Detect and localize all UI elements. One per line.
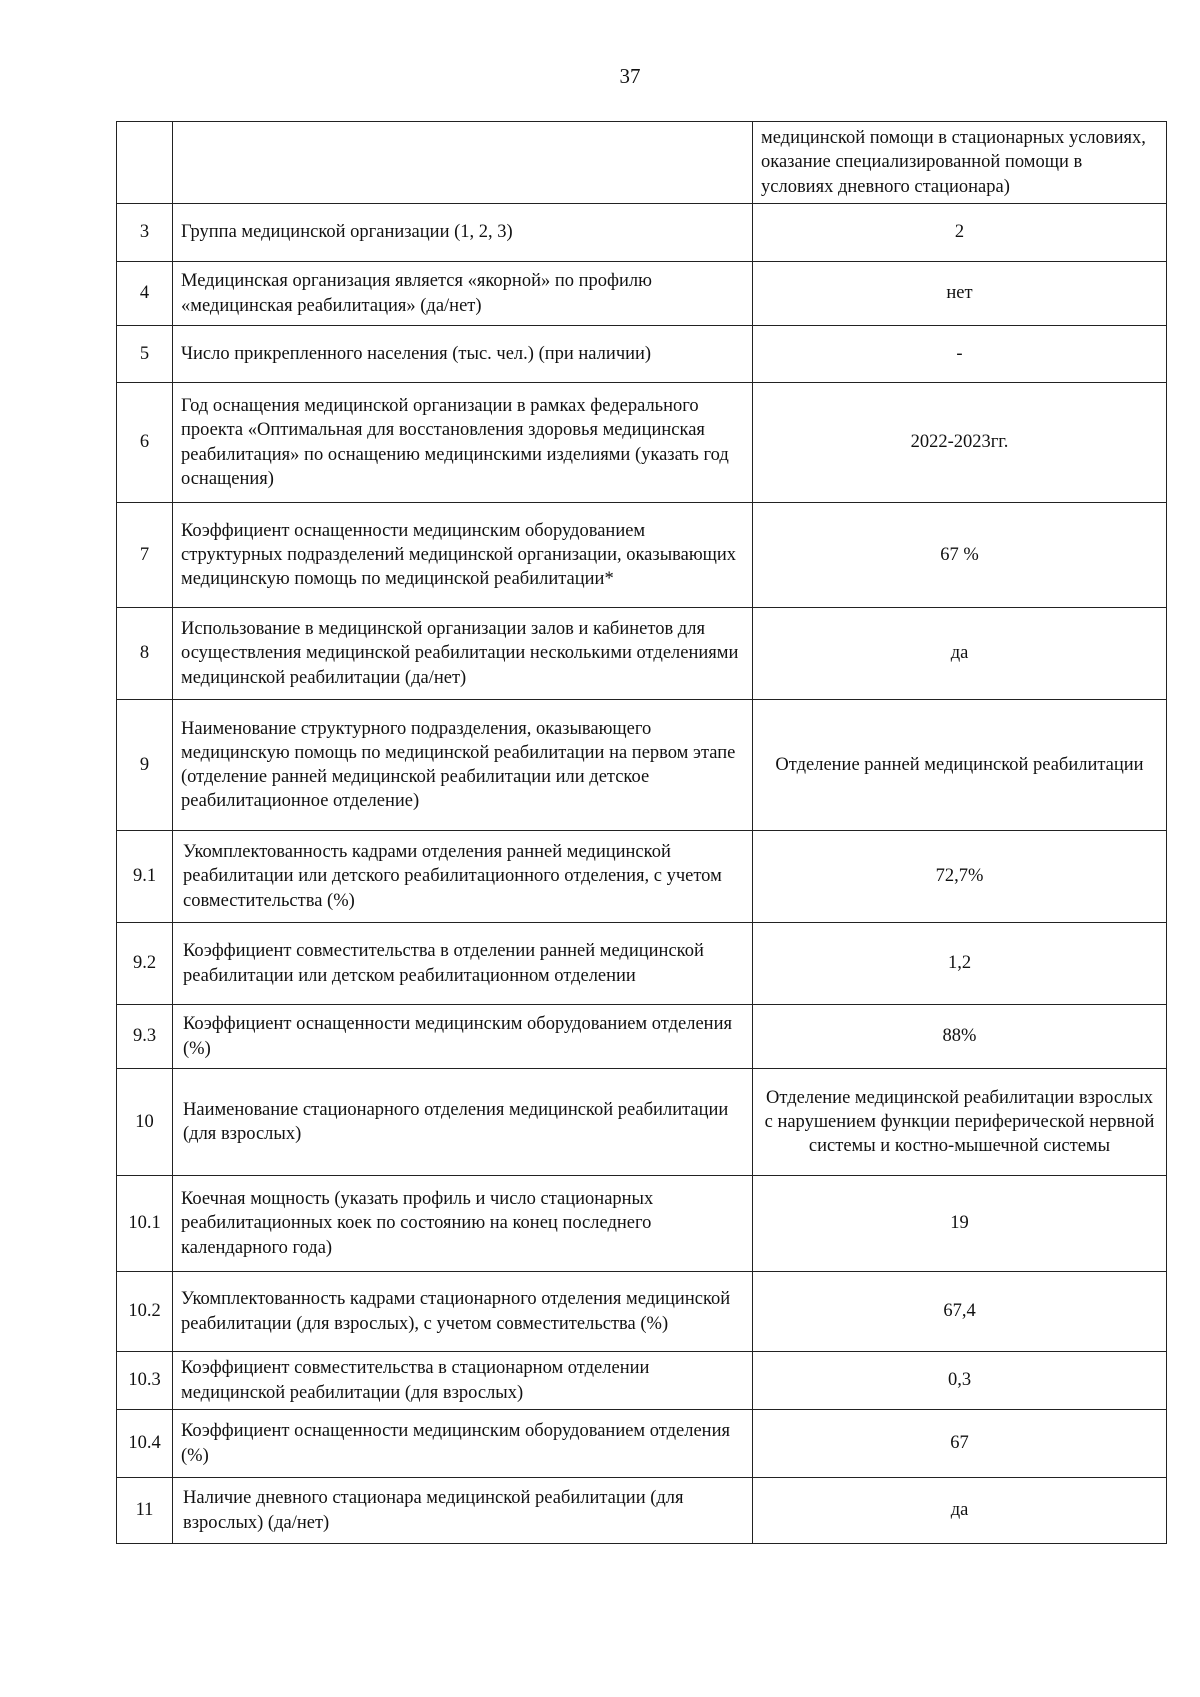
page-number: 37 <box>619 64 641 88</box>
row-parameter: Медицинская организация является «якорной» по профилю «медицинская реабилитация» (да/нет) <box>173 262 753 326</box>
row-value: медицинской помощи в стационарных условиях, оказание специализированной помощи в условиях дневного стационара) <box>753 122 1167 204</box>
row-value: 72,7% <box>753 831 1167 923</box>
table-row <box>117 262 1167 326</box>
row-number: 3 <box>117 204 173 262</box>
table-row <box>117 1410 1167 1478</box>
row-value: да <box>753 1478 1167 1544</box>
row-value: Отделение ранней медицинской реабилитации <box>753 700 1167 831</box>
table-row <box>117 1352 1167 1410</box>
row-parameter: Коэффициент совместительства в стационарном отделении медицинской реабилитации (для взрослых) <box>173 1352 753 1410</box>
row-value: 19 <box>753 1176 1167 1272</box>
row-number: 6 <box>117 383 173 503</box>
table-row <box>117 1069 1167 1176</box>
document-table <box>116 121 1167 1544</box>
row-parameter: Укомплектованность кадрами отделения ранней медицинской реабилитации или детского реабилитационного отделения, с учетом совместительства (%) <box>173 831 753 923</box>
row-number <box>117 122 173 204</box>
row-number: 10.3 <box>117 1352 173 1410</box>
row-number: 10.2 <box>117 1272 173 1352</box>
row-number: 8 <box>117 608 173 700</box>
row-number: 5 <box>117 326 173 383</box>
table-row <box>117 204 1167 262</box>
row-parameter: Число прикрепленного населения (тыс. чел.) (при наличии) <box>173 326 753 383</box>
row-parameter: Год оснащения медицинской организации в рамках федерального проекта «Оптимальная для восстановления здоровья медицинская реабилитация» по оснащению медицинскими изделиями (указать год оснащения) <box>173 383 753 503</box>
row-number: 10 <box>117 1069 173 1176</box>
row-parameter: Коечная мощность (указать профиль и число стационарных реабилитационных коек по состоянию на конец последнего календарного года) <box>173 1176 753 1272</box>
row-parameter: Укомплектованность кадрами стационарного отделения медицинской реабилитации (для взрослых), с учетом совместительства (%) <box>173 1272 753 1352</box>
row-parameter: Коэффициент совместительства в отделении ранней медицинской реабилитации или детском реабилитационном отделении <box>173 923 753 1005</box>
row-parameter: Наименование структурного подразделения, оказывающего медицинскую помощь по медицинской реабилитации на первом этапе (отделение ранней медицинской реабилитации или детское реабилитационное отделение) <box>173 700 753 831</box>
row-value: 67 <box>753 1410 1167 1478</box>
table-row <box>117 1005 1167 1069</box>
table-row <box>117 503 1167 608</box>
row-value: 0,3 <box>753 1352 1167 1410</box>
table-row <box>117 700 1167 831</box>
row-value: 67,4 <box>753 1272 1167 1352</box>
row-number: 7 <box>117 503 173 608</box>
row-value: 2 <box>753 204 1167 262</box>
row-number: 9.3 <box>117 1005 173 1069</box>
row-parameter: Группа медицинской организации (1, 2, 3) <box>173 204 753 262</box>
row-value: 88% <box>753 1005 1167 1069</box>
row-value: 67 % <box>753 503 1167 608</box>
table-row <box>117 1478 1167 1544</box>
row-value: 1,2 <box>753 923 1167 1005</box>
row-number: 9.1 <box>117 831 173 923</box>
row-number: 11 <box>117 1478 173 1544</box>
row-value: да <box>753 608 1167 700</box>
row-parameter: Коэффициент оснащенности медицинским оборудованием отделения (%) <box>173 1410 753 1478</box>
row-value: Отделение медицинской реабилитации взрослых с нарушением функции периферической нервной системы и костно-мышечной системы <box>753 1069 1167 1176</box>
row-parameter: Коэффициент оснащенности медицинским оборудованием структурных подразделений медицинской организации, оказывающих медицинскую помощь по медицинской реабилитации* <box>173 503 753 608</box>
row-parameter <box>173 122 753 204</box>
table-row <box>117 923 1167 1005</box>
row-number: 4 <box>117 262 173 326</box>
table-row <box>117 1176 1167 1272</box>
row-value: нет <box>753 262 1167 326</box>
row-value: - <box>753 326 1167 383</box>
table-row <box>117 383 1167 503</box>
row-value: 2022-2023гг. <box>753 383 1167 503</box>
table-row <box>117 1272 1167 1352</box>
table-row <box>117 608 1167 700</box>
row-parameter: Использование в медицинской организации залов и кабинетов для осуществления медицинской реабилитации несколькими отделениями медицинской реабилитации (да/нет) <box>173 608 753 700</box>
table-row <box>117 326 1167 383</box>
row-parameter: Наименование стационарного отделения медицинской реабилитации (для взрослых) <box>173 1069 753 1176</box>
row-number: 9 <box>117 700 173 831</box>
table-row <box>117 122 1167 204</box>
row-number: 10.1 <box>117 1176 173 1272</box>
row-parameter: Наличие дневного стационара медицинской реабилитации (для взрослых) (да/нет) <box>173 1478 753 1544</box>
row-parameter: Коэффициент оснащенности медицинским оборудованием отделения (%) <box>173 1005 753 1069</box>
table-row <box>117 831 1167 923</box>
row-number: 9.2 <box>117 923 173 1005</box>
row-number: 10.4 <box>117 1410 173 1478</box>
